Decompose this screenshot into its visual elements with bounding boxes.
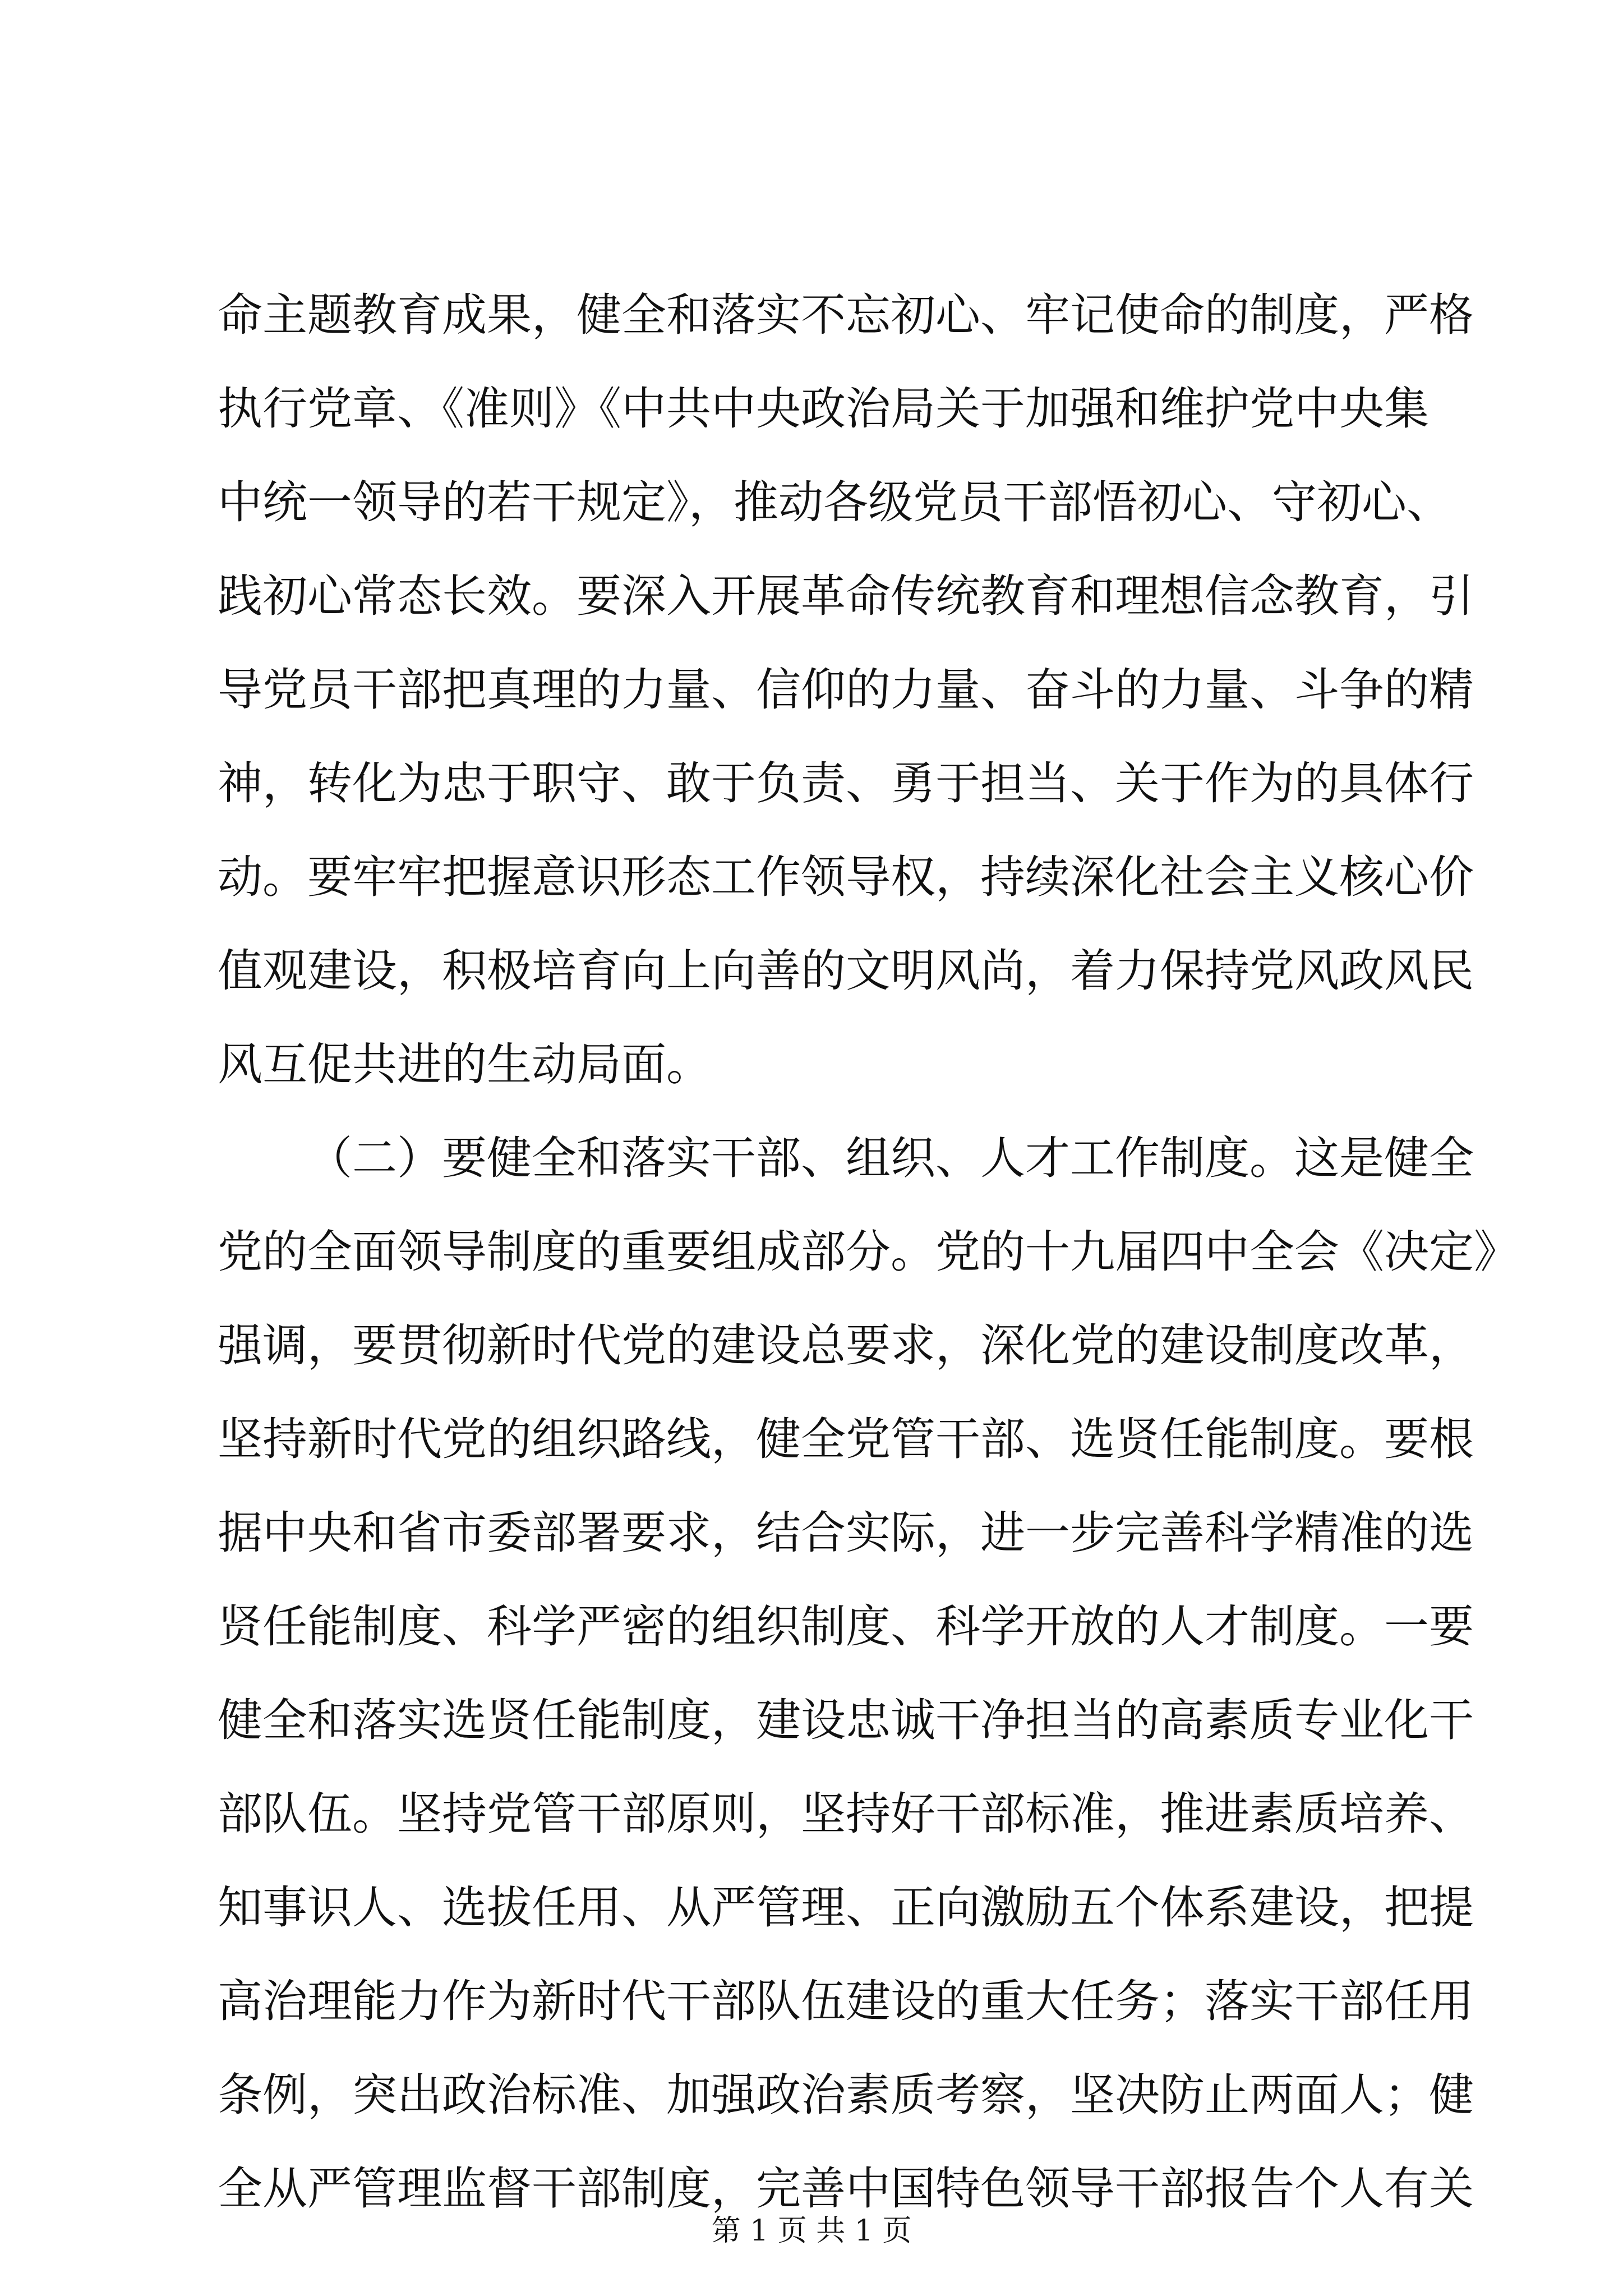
text-line: 部队伍。坚持党管干部原则，坚持好干部标准，推进素质培养、 [218,1788,1474,1840]
text-line: 执行党章、《准则》《中共中央政治局关于加强和维护党中央集 [218,383,1429,435]
text-line: 命主题教育成果，健全和落实不忘初心、牢记使命的制度，严格 [218,289,1474,341]
text-line: 强调，要贯彻新时代党的建设总要求，深化党的建设制度改革， [218,1319,1474,1372]
text-line: 践初心常态长效。要深入开展革命传统教育和理想信念教育，引 [218,570,1474,622]
text-line: 健全和落实选贤任能制度，建设忠诚干净担当的高素质专业化干 [218,1694,1474,1746]
text-line: 值观建设，积极培育向上向善的文明风尚，着力保持党风政风民 [218,945,1474,997]
text-line: 知事识人、选拔任用、从严管理、正向激励五个体系建设，把提 [218,1881,1474,1934]
text-line: 据中央和省市委部署要求，结合实际，进一步完善科学精准的选 [218,1507,1474,1559]
section-heading-line: （二）要健全和落实干部、组织、人才工作制度。这是健全 [307,1132,1474,1184]
document-body [218,268,1519,2235]
text-line: 神，转化为忠于职守、敢于负责、勇于担当、关于作为的具体行 [218,757,1474,809]
text-line: 坚持新时代党的组织路线，健全党管干部、选贤任能制度。要根 [218,1413,1474,1465]
text-line: 导党员干部把真理的力量、信仰的力量、奋斗的力量、斗争的精 [218,664,1474,716]
text-line: 中统一领导的若干规定》，推动各级党员干部悟初心、守初心、 [218,476,1451,528]
text-line: 全从严管理监督干部制度，完善中国特色领导干部报告个人有关 [218,2162,1474,2215]
text-line: 高治理能力作为新时代干部队伍建设的重大任务；落实干部任用 [218,1975,1474,2027]
text-line: 党的全面领导制度的重要组成部分。党的十九届四中全会《决定》 [218,1226,1519,1278]
text-line: 贤任能制度、科学严密的组织制度、科学开放的人才制度。一要 [218,1600,1474,1653]
page-number-footer: 第 1 页 共 1 页 [711,2214,912,2248]
text-line: 动。要牢牢把握意识形态工作领导权，持续深化社会主义核心价 [218,851,1474,903]
text-line: 条例，突出政治标准、加强政治素质考察，坚决防止两面人；健 [218,2069,1474,2121]
text-line: 风互促共进的生动局面。 [218,1038,711,1091]
